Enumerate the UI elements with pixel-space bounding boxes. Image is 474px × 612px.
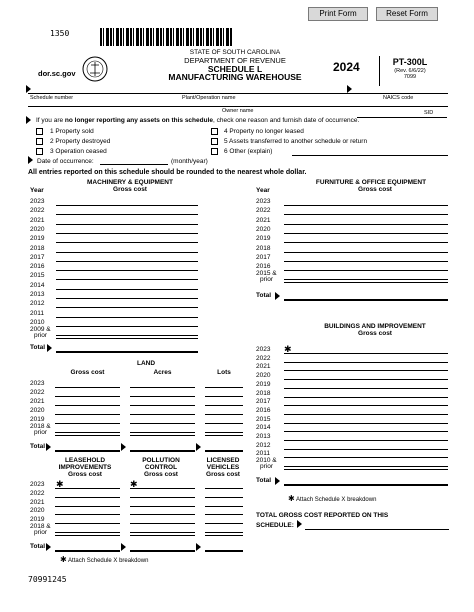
land-prior-gross-cost-field[interactable] — [55, 435, 120, 436]
leasehold-gross-cost-field[interactable] — [205, 523, 243, 524]
leasehold-gross-cost-field[interactable] — [55, 488, 120, 489]
furniture-gross-cost-field[interactable] — [284, 270, 448, 271]
leasehold-gross-cost-field[interactable] — [205, 514, 243, 515]
machinery-year-label: 2018 — [30, 244, 45, 252]
buildings-year-label: 2012 — [256, 441, 271, 449]
furniture-gross-cost-field[interactable] — [284, 233, 448, 234]
asterisk-icon: ✱ — [284, 344, 292, 354]
machinery-prior-label: prior — [34, 332, 48, 340]
machinery-gross-cost-field[interactable] — [56, 214, 198, 215]
land-prior-label: prior — [34, 429, 48, 436]
land-gross-cost-field[interactable] — [205, 387, 243, 388]
land-prior-gross-cost-field[interactable] — [130, 435, 195, 436]
reason-2-label: 2 Property destroyed — [50, 138, 111, 145]
reason-4-label: 4 Property no longer leased — [224, 128, 304, 135]
buildings-subtitle: Gross cost — [358, 330, 392, 337]
furniture-year-label: 2017 — [256, 253, 271, 261]
machinery-year-label: 2012 — [30, 300, 45, 308]
furniture-gross-cost-field[interactable] — [284, 242, 448, 243]
furniture-year-label: 2021 — [256, 216, 271, 224]
land-year-label: 2023 — [30, 380, 45, 387]
machinery-year-label: 2017 — [30, 253, 45, 261]
leasehold-prior-gross-cost-field[interactable] — [130, 532, 195, 533]
grand-total-label-1: TOTAL GROSS COST REPORTED ON THIS — [256, 512, 389, 519]
leasehold-gross-cost-field[interactable] — [205, 488, 243, 489]
furniture-year-label: 2022 — [256, 207, 271, 215]
form-number: PT-300L — [392, 57, 428, 67]
arrow-marker — [347, 85, 352, 93]
print-form-button[interactable]: Print Form — [308, 7, 368, 21]
machinery-gross-cost-field[interactable] — [56, 233, 198, 234]
land-prior-gross-cost-field[interactable] — [55, 432, 120, 433]
machinery-gross-cost-field[interactable] — [56, 224, 198, 225]
leasehold-total-label: Total — [30, 543, 46, 550]
furniture-prior-label: prior — [260, 276, 274, 284]
grand-total-field[interactable] — [305, 529, 449, 530]
land-prior-gross-cost-field[interactable] — [205, 435, 243, 436]
leasehold-total-field[interactable] — [205, 550, 243, 552]
furniture-year-label: 2020 — [256, 225, 271, 233]
buildings-gross-cost-field[interactable] — [284, 457, 448, 458]
barcode — [100, 28, 232, 46]
buildings-year-label: 2021 — [256, 363, 271, 371]
leasehold-gross-cost-field[interactable] — [130, 523, 195, 524]
machinery-year-label: 2011 — [30, 309, 44, 317]
rounding-note: All entries reported on this schedule should be rounded to the nearest whole dollar. — [28, 169, 307, 176]
schedule-number-field[interactable] — [28, 93, 448, 94]
machinery-gross-cost-field[interactable] — [56, 279, 198, 280]
owner-name-field[interactable] — [28, 106, 448, 107]
state-seal-icon — [82, 56, 108, 82]
land-total-field[interactable] — [130, 450, 195, 452]
reset-form-button[interactable]: Reset Form — [376, 7, 438, 21]
land-gross-cost-field[interactable] — [130, 405, 195, 406]
land-year-label: 2020 — [30, 407, 45, 414]
buildings-gross-cost-field[interactable] — [284, 405, 448, 406]
furniture-gross-cost-field[interactable] — [284, 261, 448, 262]
machinery-year-label: 2020 — [30, 225, 45, 233]
occurrence-label: Date of occurrence: — [37, 158, 94, 165]
furniture-gross-cost-field[interactable] — [284, 252, 448, 253]
reason-4-checkbox[interactable] — [211, 128, 218, 135]
land-total-label: Total — [30, 443, 46, 450]
machinery-gross-cost-field[interactable] — [56, 326, 198, 327]
land-gross-cost-field[interactable] — [55, 423, 120, 424]
buildings-prior-gross-cost-field[interactable] — [284, 466, 448, 467]
land-acres-header: Acres — [153, 369, 172, 376]
leasehold-prior-gross-cost-field[interactable] — [130, 535, 195, 536]
land-gross-cost-field[interactable] — [130, 414, 195, 415]
land-gross-header: Gross cost — [70, 369, 105, 376]
machinery-year-label: 2016 — [30, 263, 45, 271]
machinery-year-label: 2021 — [30, 216, 45, 224]
furniture-prior-year-label: 2015 & — [256, 270, 277, 278]
buildings-gross-cost-field[interactable] — [284, 388, 448, 389]
arrow-marker — [26, 85, 31, 93]
machinery-year-label: 2023 — [30, 198, 45, 205]
buildings-year-label: 2022 — [256, 354, 271, 362]
furniture-year-label: Year — [256, 187, 270, 194]
machinery-gross-cost-field[interactable] — [56, 317, 198, 318]
land-gross-cost-field[interactable] — [55, 387, 120, 388]
sid-field[interactable] — [357, 117, 447, 118]
furniture-total-field[interactable] — [284, 299, 448, 301]
reason-1-label: 1 Property sold — [50, 128, 94, 135]
land-gross-cost-field[interactable] — [205, 414, 243, 415]
land-lots-header: Lots — [217, 369, 231, 376]
leasehold-gross-cost-field[interactable] — [55, 506, 120, 507]
arrow-marker — [46, 443, 51, 451]
leasehold-year-label: 2019 — [30, 516, 45, 524]
buildings-year-label: 2023 — [256, 346, 271, 353]
asterisk-icon: ✱ — [130, 479, 138, 489]
land-gross-cost-field[interactable] — [55, 405, 120, 406]
furniture-prior-gross-cost-field[interactable] — [284, 279, 448, 280]
reason-6-checkbox[interactable] — [211, 148, 218, 155]
plant-label: Plant/Operation name — [182, 95, 236, 101]
land-gross-cost-field[interactable] — [130, 396, 195, 397]
leasehold-gross-cost-field[interactable] — [55, 523, 120, 524]
buildings-year-label: 2017 — [256, 398, 271, 406]
reason-3-label: 3 Operation ceased — [50, 148, 107, 155]
furniture-gross-cost-field[interactable] — [284, 214, 448, 215]
leasehold-total-field[interactable] — [55, 550, 120, 552]
reason-3-checkbox[interactable] — [36, 148, 43, 155]
leasehold-total-field[interactable] — [130, 550, 195, 552]
buildings-gross-cost-field[interactable] — [284, 379, 448, 380]
machinery-year-label: 2014 — [30, 281, 45, 289]
land-gross-cost-field[interactable] — [55, 396, 120, 397]
asterisk-icon: ✱ — [288, 494, 295, 503]
sid-label: SID — [424, 110, 434, 116]
furniture-year-label: 2019 — [256, 235, 271, 243]
buildings-attach-note — [288, 494, 376, 503]
machinery-gross-cost-field[interactable] — [56, 261, 198, 262]
leasehold-prior-gross-cost-field[interactable] — [55, 532, 120, 533]
leasehold-gross-cost-field[interactable] — [130, 488, 195, 489]
machinery-gross-cost-field[interactable] — [56, 242, 198, 243]
furniture-total-label: Total — [256, 292, 272, 300]
buildings-gross-cost-field[interactable] — [284, 414, 448, 415]
land-prior-gross-cost-field[interactable] — [130, 432, 195, 433]
machinery-gross-cost-field[interactable] — [56, 307, 198, 308]
furniture-year-label: 2018 — [256, 244, 271, 252]
leasehold-year-label: 2021 — [30, 498, 45, 506]
vehicles-header-2: VEHICLES — [206, 464, 240, 471]
buildings-attach-text: Attach Schedule X breakdown — [296, 497, 377, 503]
machinery-prior-gross-cost-field[interactable] — [56, 335, 198, 336]
machinery-year-label: 2022 — [30, 207, 45, 215]
land-year-label: 2021 — [30, 398, 45, 405]
no-longer-reporting-notice: If you are no longer reporting any assets on this schedule, check one reason and furnish date of occurrence. — [36, 117, 360, 124]
buildings-gross-cost-field[interactable] — [284, 440, 448, 441]
leasehold-prior-gross-cost-field[interactable] — [205, 532, 243, 533]
arrow-marker — [121, 443, 126, 451]
machinery-year-label: 2015 — [30, 272, 45, 280]
machinery-total-label: Total — [30, 344, 46, 352]
leasehold-prior-year-label: 2018 & — [30, 523, 51, 530]
land-total-field[interactable] — [55, 450, 120, 452]
buildings-total-label: Total — [256, 477, 272, 485]
machinery-gross-cost-field[interactable] — [56, 270, 198, 271]
other-explain-field[interactable] — [292, 155, 448, 156]
form-code: 1350 — [50, 29, 70, 38]
machinery-title: MACHINERY & EQUIPMENT — [87, 179, 173, 186]
land-gross-cost-field[interactable] — [205, 405, 243, 406]
buildings-gross-cost-field[interactable] — [284, 362, 448, 363]
arrow-marker — [47, 344, 52, 352]
vehicles-header-1: LICENSED — [206, 457, 240, 464]
buildings-prior-label: prior — [260, 463, 274, 471]
state-name: STATE OF SOUTH CAROLINA — [189, 49, 281, 56]
furniture-subtitle: Gross cost — [358, 186, 392, 193]
arrow-marker — [28, 156, 33, 164]
land-year-label: 2022 — [30, 389, 45, 396]
buildings-gross-cost-field[interactable] — [284, 431, 448, 432]
arrow-marker — [275, 292, 280, 300]
revision-date: (Rev. 6/6/22) — [394, 68, 426, 74]
buildings-title: BUILDINGS AND IMPROVEMENT — [324, 323, 426, 330]
reason-5-label: 5 Assets transferred to another schedule or return — [224, 138, 368, 145]
form-id: 7099 — [403, 74, 417, 80]
furniture-gross-cost-field[interactable] — [284, 205, 448, 206]
land-gross-cost-field[interactable] — [130, 423, 195, 424]
leasehold-gross-cost-field[interactable] — [205, 506, 243, 507]
land-prior-gross-cost-field[interactable] — [205, 432, 243, 433]
buildings-year-label: 2016 — [256, 406, 271, 414]
leasehold-header-3: Gross cost — [68, 471, 102, 478]
land-gross-cost-field[interactable] — [205, 396, 243, 397]
arrow-marker — [26, 116, 31, 124]
naics-label: NAICS code — [383, 95, 414, 101]
furniture-year-label: 2023 — [256, 198, 271, 205]
arrow-marker — [121, 543, 126, 551]
machinery-prior-gross-cost-field[interactable] — [56, 338, 198, 339]
leasehold-gross-cost-field[interactable] — [55, 514, 120, 515]
land-total-field[interactable] — [205, 450, 243, 452]
leasehold-gross-cost-field[interactable] — [205, 497, 243, 498]
arrow-marker — [196, 443, 201, 451]
buildings-year-label: 2018 — [256, 389, 271, 397]
leasehold-attach-note: ✱ Attach Schedule X breakdown — [60, 555, 149, 564]
machinery-gross-cost-field[interactable] — [56, 252, 198, 253]
pollution-header-3: Gross cost — [144, 471, 178, 478]
buildings-year-label: 2013 — [256, 433, 271, 440]
department-name: DEPARTMENT OF REVENUE — [184, 56, 286, 65]
leasehold-gross-cost-field[interactable] — [130, 497, 195, 498]
buildings-gross-cost-field[interactable] — [284, 397, 448, 398]
leasehold-gross-cost-field[interactable] — [130, 514, 195, 515]
page-title: MANUFACTURING WAREHOUSE — [168, 72, 302, 82]
buildings-year-label: 2019 — [256, 380, 271, 388]
machinery-total-field[interactable] — [56, 351, 198, 353]
buildings-gross-cost-field[interactable] — [284, 370, 448, 371]
leasehold-gross-cost-field[interactable] — [130, 506, 195, 507]
occurrence-hint: (month/year) — [171, 158, 208, 165]
furniture-prior-gross-cost-field[interactable] — [284, 282, 448, 283]
buildings-total-field[interactable] — [284, 484, 448, 486]
furniture-gross-cost-field[interactable] — [284, 224, 448, 225]
land-gross-cost-field[interactable] — [130, 387, 195, 388]
grand-total-label-2: SCHEDULE: — [256, 522, 294, 529]
arrow-marker — [196, 543, 201, 551]
land-gross-cost-field[interactable] — [205, 423, 243, 424]
leasehold-prior-gross-cost-field[interactable] — [205, 535, 243, 536]
arrow-marker — [275, 477, 280, 485]
land-prior-year-label: 2018 & — [30, 423, 51, 430]
leasehold-prior-label: prior — [34, 529, 48, 536]
machinery-gross-cost-field[interactable] — [56, 205, 198, 206]
owner-label: Owner name — [222, 108, 254, 114]
leasehold-prior-gross-cost-field[interactable] — [55, 535, 120, 536]
land-gross-cost-field[interactable] — [55, 414, 120, 415]
furniture-title: FURNITURE & OFFICE EQUIPMENT — [315, 179, 427, 186]
machinery-gross-cost-field[interactable] — [56, 289, 198, 290]
occurrence-date-field[interactable] — [100, 164, 168, 165]
furniture-year-label: 2016 — [256, 263, 271, 271]
buildings-prior-year-label: 2010 & — [256, 457, 277, 465]
vehicles-header-3: Gross cost — [206, 471, 240, 478]
leasehold-year-label: 2023 — [30, 481, 45, 488]
asterisk-icon: ✱ — [56, 479, 64, 489]
pollution-header-1: POLLUTION — [142, 457, 180, 464]
machinery-prior-year-label: 2009 & — [30, 326, 51, 334]
reason-1-checkbox[interactable] — [36, 128, 43, 135]
machinery-year-label: 2010 — [30, 318, 45, 326]
arrow-marker — [46, 543, 51, 551]
buildings-gross-cost-field[interactable] — [284, 449, 448, 450]
machinery-subtitle: Gross cost — [113, 186, 147, 193]
year-divider — [379, 56, 380, 86]
leasehold-year-label: 2022 — [30, 489, 45, 497]
pollution-header-2: CONTROL — [144, 464, 178, 471]
buildings-year-label: 2014 — [256, 424, 271, 432]
buildings-year-label: 2011 — [256, 450, 270, 458]
buildings-gross-cost-field[interactable] — [284, 353, 448, 354]
leasehold-header-1: LEASEHOLD — [64, 457, 106, 464]
buildings-year-label: 2015 — [256, 415, 271, 423]
machinery-year-label: 2019 — [30, 235, 45, 243]
buildings-prior-gross-cost-field[interactable] — [284, 469, 448, 470]
reason-2-checkbox[interactable] — [36, 138, 43, 145]
schedule-label: SCHEDULE L — [207, 64, 263, 74]
leasehold-header-2: IMPROVEMENTS — [58, 464, 112, 471]
reason-5-checkbox[interactable] — [211, 138, 218, 145]
buildings-year-label: 2020 — [256, 372, 271, 380]
footer-code: 70991245 — [28, 575, 67, 584]
land-year-label: 2019 — [30, 416, 45, 423]
leasehold-gross-cost-field[interactable] — [55, 497, 120, 498]
buildings-gross-cost-field[interactable] — [284, 423, 448, 424]
tax-year: 2024 — [333, 60, 360, 74]
land-title: LAND — [136, 360, 156, 367]
machinery-year-label: Year — [30, 187, 44, 194]
schedule-number-label: Schedule number — [30, 95, 74, 101]
machinery-gross-cost-field[interactable] — [56, 298, 198, 299]
machinery-year-label: 2013 — [30, 291, 45, 298]
website: dor.sc.gov — [38, 69, 76, 78]
arrow-marker — [297, 520, 302, 528]
reason-6-label: 6 Other (explain) — [224, 148, 273, 155]
leasehold-year-label: 2020 — [30, 507, 45, 515]
